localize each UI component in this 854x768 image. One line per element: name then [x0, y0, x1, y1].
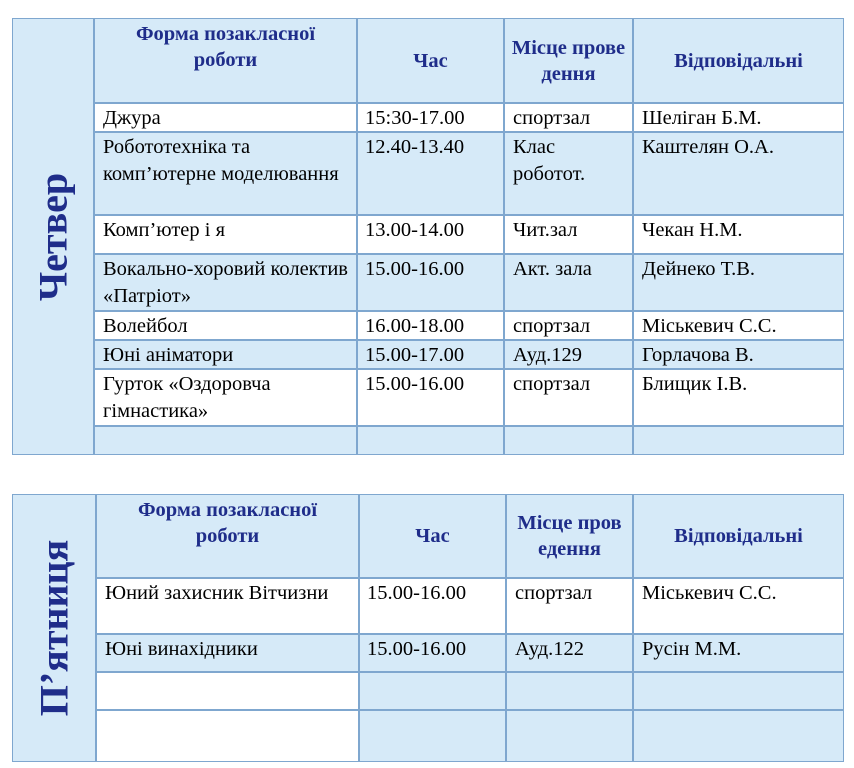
header-activity: Форма позакласної роботи: [94, 18, 357, 103]
place-cell: спортзал: [504, 311, 633, 340]
place-cell: Акт. зала: [504, 254, 633, 311]
schedule-table-thursday: [12, 18, 844, 455]
day-label: П’ятниця: [31, 539, 77, 717]
header-activity: Форма позакласної роботи: [96, 494, 359, 578]
time-cell: [359, 710, 506, 762]
header-responsible: Відповідальні: [633, 494, 844, 578]
place-cell: Клас роботот.: [504, 132, 633, 215]
responsible-cell: Шеліган Б.М.: [633, 103, 844, 132]
activity-cell: Вокально-хоровий колектив «Патріот»: [94, 254, 357, 311]
header-row: [12, 494, 844, 578]
activity-cell: Волейбол: [94, 311, 357, 340]
table-row: [12, 311, 844, 340]
time-cell: 15.00-16.00: [359, 634, 506, 672]
activity-cell: [96, 672, 359, 710]
header-place: Місце проведення: [504, 18, 633, 103]
time-cell: 13.00-14.00: [357, 215, 504, 254]
responsible-cell: Русін М.М.: [633, 634, 844, 672]
place-cell: Ауд.122: [506, 634, 633, 672]
time-cell: 15.00-16.00: [357, 369, 504, 426]
time-cell: 15:30-17.00: [357, 103, 504, 132]
time-cell: [357, 426, 504, 455]
table-row: [12, 103, 844, 132]
place-cell: [506, 710, 633, 762]
activity-cell: Комп’ютер і я: [94, 215, 357, 254]
activity-cell: Гурток «Оздоровча гімнастика»: [94, 369, 357, 426]
activity-cell: [96, 710, 359, 762]
activity-cell: Джура: [94, 103, 357, 132]
header-time: Час: [359, 494, 506, 578]
header-time: Час: [357, 18, 504, 103]
time-cell: 16.00-18.00: [357, 311, 504, 340]
place-cell: спортзал: [504, 103, 633, 132]
place-cell: спортзал: [506, 578, 633, 634]
place-cell: [506, 672, 633, 710]
place-cell: [504, 426, 633, 455]
header-row: [12, 18, 844, 103]
responsible-cell: Горлачова В.: [633, 340, 844, 369]
responsible-cell: Каштелян О.А.: [633, 132, 844, 215]
place-cell: Чит.зал: [504, 215, 633, 254]
activity-cell: Юні винахідники: [96, 634, 359, 672]
table-row: [12, 672, 844, 710]
time-cell: 15.00-17.00: [357, 340, 504, 369]
responsible-cell: [633, 426, 844, 455]
header-responsible: Відповідальні: [633, 18, 844, 103]
responsible-cell: Міськевич С.С.: [633, 311, 844, 340]
responsible-cell: [633, 710, 844, 762]
activity-cell: Юні аніматори: [94, 340, 357, 369]
header-place: Місце проведення: [506, 494, 633, 578]
time-cell: [359, 672, 506, 710]
table-row: [12, 710, 844, 762]
table-row: [12, 426, 844, 455]
table-row: [12, 340, 844, 369]
responsible-cell: Блищик І.В.: [633, 369, 844, 426]
table-row: [12, 578, 844, 634]
responsible-cell: Дейнеко Т.В.: [633, 254, 844, 311]
time-cell: 15.00-16.00: [357, 254, 504, 311]
activity-cell: [94, 426, 357, 455]
schedule-table-friday: [12, 494, 844, 762]
table-row: [12, 634, 844, 672]
table-row: [12, 254, 844, 311]
table-row: [12, 132, 844, 215]
responsible-cell: Міськевич С.С.: [633, 578, 844, 634]
place-cell: Ауд.129: [504, 340, 633, 369]
responsible-cell: Чекан Н.М.: [633, 215, 844, 254]
responsible-cell: [633, 672, 844, 710]
time-cell: 15.00-16.00: [359, 578, 506, 634]
table-row: [12, 369, 844, 426]
place-cell: спортзал: [504, 369, 633, 426]
activity-cell: Робототехніка та комп’ютерне моделювання: [94, 132, 357, 215]
time-cell: 12.40-13.40: [357, 132, 504, 215]
activity-cell: Юний захисник Вітчизни: [96, 578, 359, 634]
table-row: [12, 215, 844, 254]
day-label: Четвер: [30, 172, 76, 301]
